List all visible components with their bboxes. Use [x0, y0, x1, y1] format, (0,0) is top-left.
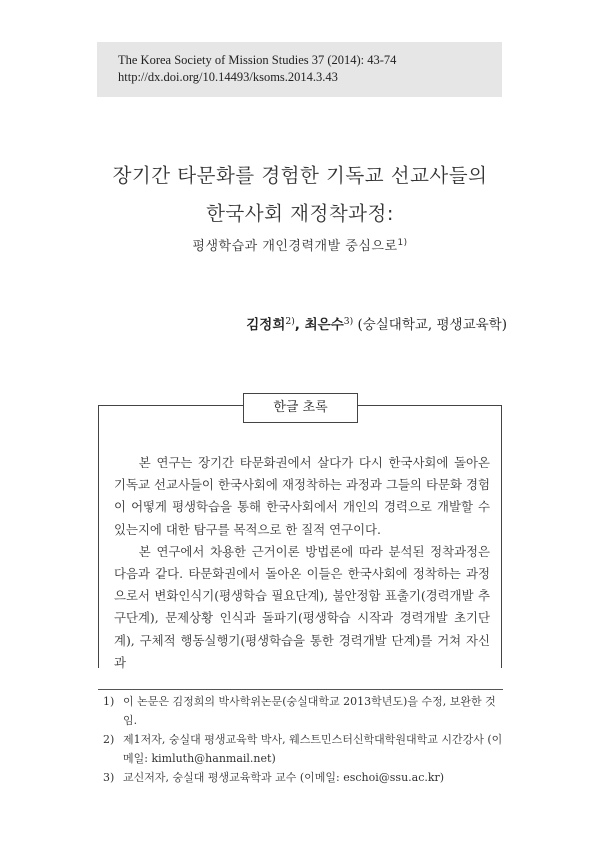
abstract-heading: 한글 초록 — [243, 393, 358, 423]
subtitle — [0, 235, 600, 254]
journal-citation: The Korea Society of Mission Studies 37 (2014): 43-74 — [118, 53, 397, 67]
footnote-2 — [103, 730, 503, 768]
footnote-number: 1) — [103, 695, 115, 708]
journal-doi: http://dx.doi.org/10.14493/ksoms.2014.3.43 — [118, 70, 338, 84]
abstract-body — [114, 452, 490, 674]
author-2-footnote-ref: 3) — [343, 315, 354, 327]
footnote-text: 제1저자, 숭실대 평생교육학 박사, 웨스트민스터신학대학원대학교 시간강사 (이메일: kimluth@hanmail.net) — [123, 733, 503, 765]
author-2: 최은수 — [304, 317, 344, 333]
author-separator: , — [294, 317, 305, 333]
author-1: 김정희 — [246, 317, 286, 333]
title-line-1: 장기간 타문화를 경험한 기독교 선교사들의 — [112, 164, 488, 187]
subtitle-text: 평생학습과 개인경력개발 중심으로 — [192, 239, 398, 254]
footnote-3 — [103, 768, 503, 787]
affiliation: (숭실대학교, 평생교육학) — [353, 317, 507, 333]
abstract-paragraph: 본 연구에서 차용한 근거이론 방법론에 따라 분석된 정착과정은 다음과 같다. 타문화권에서 돌아온 이들은 한국사회에 정착하는 과정으로서 변화인식기(평생학습 필요단계), 불안정함 표출기(경력개발 추구단계), 문제상황 인식과 돌파기(평생학습 시작과 경력개발 초기단계), 구체적 행동실행기(평생학습을 통한 경력개발 단계)를 거쳐 자신과 — [114, 543, 490, 670]
author-line — [246, 313, 507, 333]
footnote-text: 이 논문은 김정희의 박사학위논문(숭실대학교 2013학년도)을 수정, 보완한 것임. — [123, 695, 496, 727]
subtitle-footnote-ref: 1) — [397, 238, 408, 249]
abstract-paragraph: 본 연구는 장기간 타문화권에서 살다가 다시 한국사회에 돌아온 기독교 선교사들이 한국사회에 재정착하는 과정과 그들의 타문화 경험이 어떻게 평생학습을 통해 한국사회에서 개인의 경력으로 개발할 수 있는지에 대한 탐구를 목적으로 한 질적 연구이다. — [114, 455, 490, 537]
title-line-2: 한국사회 재정착과정: — [206, 202, 394, 225]
footnote-text: 교신저자, 숭실대 평생교육학과 교수 (이메일: eschoi@ssu.ac.kr) — [123, 771, 445, 784]
journal-header — [97, 42, 502, 97]
footnote-1 — [103, 692, 503, 730]
footnote-number: 2) — [103, 733, 115, 746]
footnote-divider — [98, 689, 503, 690]
footnotes — [103, 692, 503, 787]
footnote-number: 3) — [103, 771, 115, 784]
author-1-footnote-ref: 2) — [285, 315, 295, 327]
